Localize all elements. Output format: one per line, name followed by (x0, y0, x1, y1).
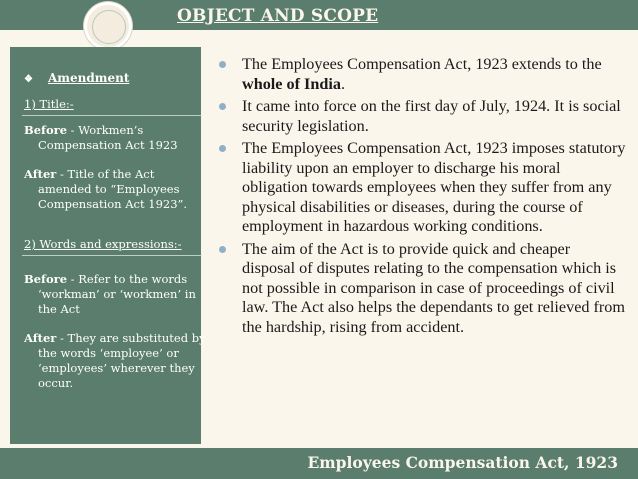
after2-text-block (24, 331, 208, 391)
after1-label: After (24, 167, 57, 181)
before1-text-block (24, 123, 208, 153)
decorative-circle-inner (92, 10, 126, 44)
point1-prefix: The Employees Compensation Act, 1923 extends to the (242, 55, 602, 73)
main-content (216, 55, 626, 340)
before1-text: - Workmen’s Compensation Act 1923 (38, 123, 178, 152)
point3-text: The Employees Compensation Act, 1923 imposes statutory liability upon an employer to discharge his moral obligation towards employees when they suffer from any physical disabilities or diseases, during the course of employment in hazardous working conditions. (242, 139, 626, 235)
point4-text: The aim of the Act is to provide quick and cheaper disposal of disputes relating to the compensation which is not possible in comparison in case of proceedings of civil law. The Act also helps the dependants to get relieved from the hardship, rising from accident. (242, 239, 625, 336)
before2-text-block (24, 272, 208, 317)
after1-text: - Title of the Act amended to “Employees Compensation Act 1923”. (38, 167, 188, 211)
after2-text: - They are substituted by the words ‘employee’ or ‘employees’ wherever they occur. (38, 331, 206, 390)
section1-title (24, 97, 194, 112)
bullet-icon (219, 246, 226, 253)
before2-text: - Refer to the words ‘workman’ or ‘workmen’ in the Act (38, 272, 196, 316)
divider (22, 255, 202, 256)
point1-bold: whole of India (242, 74, 341, 93)
section2-title (24, 237, 194, 252)
footer-title: Employees Compensation Act, 1923 (307, 453, 618, 472)
bullet-list (216, 55, 626, 337)
after2-label: After (24, 331, 57, 345)
amendment-heading (24, 71, 129, 85)
point1-suffix: . (340, 74, 345, 93)
amendment-sidebar (10, 47, 206, 444)
bullet-icon (219, 145, 226, 152)
diamond-bullet-icon: ❖ (24, 74, 33, 85)
section2-title-text: 2) Words and expressions:- (24, 237, 182, 251)
amendment-heading-text: Amendment (48, 71, 130, 85)
list-item (216, 139, 626, 237)
section1-title-text: 1) Title:- (24, 97, 74, 111)
bullet-icon (219, 103, 226, 110)
list-item (216, 55, 626, 94)
before2-label: Before (24, 272, 68, 286)
before1-label: Before (24, 123, 68, 137)
decorative-circle (84, 2, 132, 50)
divider (22, 115, 202, 116)
list-item (216, 97, 626, 136)
list-item (216, 240, 626, 338)
bullet-icon (219, 61, 226, 68)
slide-title: OBJECT AND SCOPE (177, 6, 379, 26)
point2-text: It came into force on the first day of July, 1924. It is social security legislation. (242, 97, 621, 135)
after1-text-block (24, 167, 208, 212)
footer-bar (0, 448, 638, 479)
